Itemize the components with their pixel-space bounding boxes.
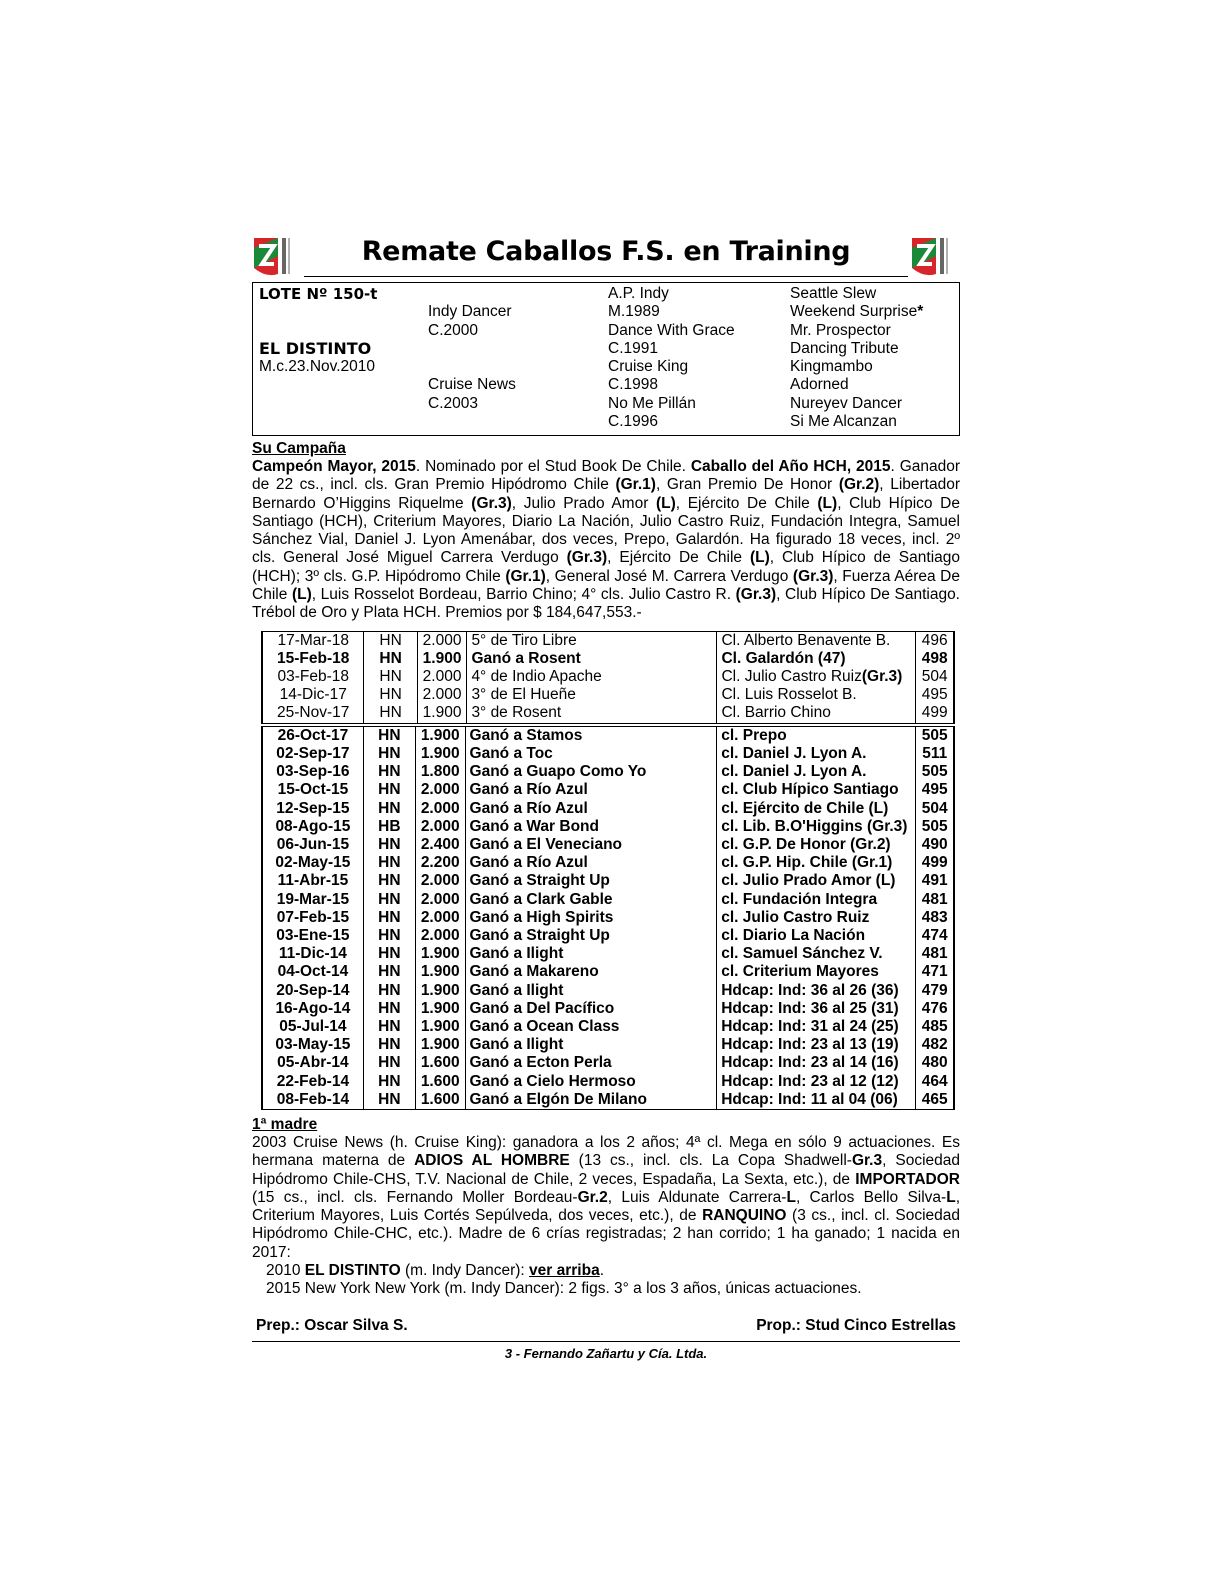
race-name-cell: cl. Samuel Sánchez V.: [717, 945, 916, 963]
table-row: [263, 1018, 954, 1036]
table-row: [263, 1073, 954, 1091]
race-date-cell: 26-Oct-17: [263, 727, 364, 745]
race-weight-cell: 490: [916, 836, 954, 854]
race-name-cell: Cl. Alberto Benavente B.: [717, 632, 916, 650]
race-distance-cell: 1.900: [415, 1036, 465, 1054]
wins-table: [262, 727, 954, 1109]
race-result-cell: Ganó a Elgón De Milano: [465, 1091, 717, 1109]
race-date-cell: 05-Abr-14: [263, 1054, 364, 1072]
race-weight-cell: 476: [916, 1000, 954, 1018]
great-grandparent-entry: Si Me Alcanzan: [790, 413, 897, 431]
race-date-cell: 11-Dic-14: [263, 945, 364, 963]
table-row: [263, 854, 954, 872]
race-name-cell: cl. G.P. De Honor (Gr.2): [717, 836, 916, 854]
table-row: [263, 1000, 954, 1018]
race-track-cell: HN: [363, 1018, 415, 1036]
race-distance-cell: 1.900: [415, 963, 465, 981]
race-date-cell: 15-Oct-15: [263, 781, 364, 799]
race-weight-cell: 479: [916, 982, 954, 1000]
race-track-cell: HN: [363, 1073, 415, 1091]
page-footer: 3 - Fernando Zañartu y Cía. Ltda.: [504, 1345, 708, 1361]
race-distance-cell: 2.000: [417, 686, 467, 704]
race-result-cell: Ganó a Stamos: [465, 727, 717, 745]
race-name-cell: Cl. Barrio Chino: [717, 704, 916, 722]
page-title: Remate Caballos F.S. en Training: [361, 236, 851, 267]
race-result-cell: 5° de Tiro Libre: [467, 632, 717, 650]
race-result-cell: 3° de Rosent: [467, 704, 717, 722]
race-name-cell: cl. Ejército de Chile (L): [717, 800, 916, 818]
race-date-cell: 03-May-15: [263, 1036, 364, 1054]
race-name-cell: cl. Lib. B.O'Higgins (Gr.3): [717, 818, 916, 836]
race-date-cell: 03-Ene-15: [263, 927, 364, 945]
race-weight-cell: 485: [916, 1018, 954, 1036]
race-distance-cell: 1.900: [415, 1000, 465, 1018]
race-date-cell: 11-Abr-15: [263, 872, 364, 890]
race-track-cell: HN: [363, 781, 415, 799]
race-result-cell: Ganó a Ocean Class: [465, 1018, 717, 1036]
race-track-cell: HN: [363, 745, 415, 763]
pedigree-box: [252, 282, 960, 436]
race-name-cell: cl. Daniel J. Lyon A.: [717, 763, 916, 781]
race-result-cell: Ganó a Ilight: [465, 945, 717, 963]
horse-column: [259, 285, 377, 376]
race-name-cell: cl. Fundación Integra: [717, 891, 916, 909]
race-result-cell: Ganó a Rosent: [467, 650, 717, 668]
grandparent-entry: Dance With Grace: [608, 321, 735, 339]
race-distance-cell: 2.400: [415, 836, 465, 854]
race-distance-cell: 1.900: [415, 1018, 465, 1036]
great-grandparent-entry: Kingmambo: [790, 358, 873, 376]
race-date-cell: 07-Feb-15: [263, 909, 364, 927]
race-date-cell: 17-Mar-18: [263, 632, 364, 650]
great-grandparent-entry: Weekend Surprise*: [790, 303, 924, 321]
great-grandparent-entry: Seattle Slew: [790, 285, 877, 302]
owner-label: Prop.: Stud Cinco Estrellas: [756, 1316, 956, 1334]
race-track-cell: HB: [363, 818, 415, 836]
race-distance-cell: 1.900: [417, 704, 467, 722]
race-name-cell: cl. Diario La Nación: [717, 927, 916, 945]
table-row: [263, 704, 954, 722]
race-distance-cell: 1.600: [415, 1091, 465, 1109]
table-row: [263, 945, 954, 963]
race-result-cell: Ganó a Del Pacífico: [465, 1000, 717, 1018]
great-grandparents-column: [790, 285, 923, 431]
table-row: [263, 800, 954, 818]
race-weight-cell: 483: [916, 909, 954, 927]
race-weight-cell: 498: [916, 650, 954, 668]
race-result-cell: Ganó a Makareno: [465, 963, 717, 981]
race-result-cell: Ganó a Río Azul: [465, 854, 717, 872]
race-weight-cell: 491: [916, 872, 954, 890]
race-result-cell: 3° de El Hueñe: [467, 686, 717, 704]
race-distance-cell: 2.000: [415, 818, 465, 836]
race-weight-cell: 471: [916, 963, 954, 981]
offspring-item: 2015 New York New York (m. Indy Dancer): 2 figs. 3° a los 3 años, únicas actuaciones.: [266, 1280, 862, 1298]
table-row: [263, 781, 954, 799]
race-date-cell: 03-Feb-18: [263, 668, 364, 686]
race-weight-cell: 504: [916, 668, 954, 686]
race-weight-cell: 480: [916, 1054, 954, 1072]
grandparent-entry: C.1991: [608, 339, 658, 357]
race-track-cell: HN: [363, 1054, 415, 1072]
race-date-cell: 03-Sep-16: [263, 763, 364, 781]
race-date-cell: 19-Mar-15: [263, 891, 364, 909]
dam-name: Cruise News: [428, 376, 516, 394]
race-track-cell: HN: [364, 650, 417, 668]
race-name-cell: cl. Club Hípico Santiago: [717, 781, 916, 799]
race-date-cell: 20-Sep-14: [263, 982, 364, 1000]
race-result-cell: Ganó a Straight Up: [465, 927, 717, 945]
race-track-cell: HN: [363, 872, 415, 890]
great-grandparent-entry: Dancing Tribute: [790, 339, 899, 357]
race-track-cell: HN: [363, 854, 415, 872]
race-name-cell: Cl. Julio Castro Ruiz(Gr.3): [717, 668, 916, 686]
race-distance-cell: 2.000: [417, 632, 467, 650]
grandparents-column: [608, 285, 735, 431]
race-date-cell: 22-Feb-14: [263, 1073, 364, 1091]
race-result-cell: Ganó a El Veneciano: [465, 836, 717, 854]
table-row: [263, 872, 954, 890]
race-weight-cell: 499: [916, 854, 954, 872]
grandparent-entry: Cruise King: [608, 358, 689, 376]
race-weight-cell: 481: [916, 891, 954, 909]
race-weight-cell: 482: [916, 1036, 954, 1054]
table-row: [263, 836, 954, 854]
race-result-cell: Ganó a Straight Up: [465, 872, 717, 890]
race-weight-cell: 464: [916, 1073, 954, 1091]
table-row: [263, 909, 954, 927]
race-result-cell: Ganó a Cielo Hermoso: [465, 1073, 717, 1091]
race-date-cell: 08-Ago-15: [263, 818, 364, 836]
race-name-cell: Hdcap: Ind: 36 al 25 (31): [717, 1000, 916, 1018]
race-name-cell: cl. Criterium Mayores: [717, 963, 916, 981]
race-track-cell: HN: [363, 1091, 415, 1109]
race-track-cell: HN: [364, 632, 417, 650]
race-date-cell: 12-Sep-15: [263, 800, 364, 818]
race-track-cell: HN: [363, 927, 415, 945]
race-track-cell: HN: [363, 963, 415, 981]
race-track-cell: HN: [363, 800, 415, 818]
auction-house-logo-icon-right: [910, 234, 960, 278]
race-date-cell: 25-Nov-17: [263, 704, 364, 722]
race-date-cell: 14-Dic-17: [263, 686, 364, 704]
recent-races-box: [261, 631, 955, 724]
race-result-cell: Ganó a High Spirits: [465, 909, 717, 927]
table-row: [263, 963, 954, 981]
race-track-cell: HN: [363, 763, 415, 781]
race-distance-cell: 2.000: [415, 800, 465, 818]
race-weight-cell: 505: [916, 763, 954, 781]
horse-name: EL DISTINTO: [259, 338, 372, 358]
race-distance-cell: 1.600: [415, 1073, 465, 1091]
race-distance-cell: 1.800: [415, 763, 465, 781]
race-date-cell: 15-Feb-18: [263, 650, 364, 668]
race-track-cell: HN: [363, 1000, 415, 1018]
race-distance-cell: 2.000: [415, 927, 465, 945]
race-weight-cell: 495: [916, 686, 954, 704]
campaign-paragraph: Campeón Mayor, 2015. Nominado por el Stud Book De Chile. Caballo del Año HCH, 2015. Ganador de 22 cs., incl. cls. Gran Premio Hipódromo Chile (Gr.1), Gran Premio De Honor (Gr.2), Libertador Bernardo O’Higgins Riquelme (Gr.3), Julio Prado Amor (L), Ejército De Chile (L), Club Hípico De Santiago (HCH), Criterium Mayores, Diario La Nación, Julio Castro Ruiz, Fundación Integra, Samuel Sánchez Vial, Daniel J. Lyon Amenábar, dos veces, Prepo, Galardón. Ha figurado 18 veces, incl. 2º cls. General José Miguel Carrera Verdugo (Gr.3), Ejército De Chile (L), Club Hípico de Santiago (HCH); 3º cls. G.P. Hipódromo Chile (Gr.1), General José M. Carrera Verdugo (Gr.3), Fuerza Aérea De Chile (L), Luis Rosselot Bordeau, Barrio Chino; 4° cls. Julio Castro R. (Gr.3), Club Hípico De Santiago. Trébol de Oro y Plata HCH. Premios por $ 184,647,553.-: [252, 458, 961, 622]
table-row: [263, 686, 954, 704]
race-distance-cell: 2.000: [417, 668, 467, 686]
dam-info: C.2003: [428, 394, 478, 412]
race-name-cell: cl. Daniel J. Lyon A.: [717, 745, 916, 763]
race-weight-cell: 504: [916, 800, 954, 818]
table-row: [263, 763, 954, 781]
sire-name: Indy Dancer: [428, 303, 512, 321]
wins-box: [261, 726, 955, 1110]
race-name-cell: Hdcap: Ind: 36 al 26 (36): [717, 982, 916, 1000]
race-distance-cell: 2.200: [415, 854, 465, 872]
asterisk-mark: *: [917, 303, 924, 321]
race-distance-cell: 2.000: [415, 872, 465, 890]
recent-races-table: [262, 632, 954, 723]
race-result-cell: Ganó a Guapo Como Yo: [465, 763, 717, 781]
race-name-cell: Hdcap: Ind: 23 al 12 (12): [717, 1073, 916, 1091]
table-row: [263, 982, 954, 1000]
race-track-cell: HN: [364, 668, 417, 686]
trainer-label: Prep.: Oscar Silva S.: [256, 1316, 408, 1334]
race-weight-cell: 496: [916, 632, 954, 650]
lot-number: LOTE Nº 150-t: [259, 285, 378, 303]
race-date-cell: 05-Jul-14: [263, 1018, 364, 1036]
race-result-cell: 4° de Indio Apache: [467, 668, 717, 686]
race-distance-cell: 1.900: [415, 982, 465, 1000]
race-distance-cell: 2.000: [415, 781, 465, 799]
dam-paragraph: 2003 Cruise News (h. Cruise King): ganadora a los 2 años; 4ª cl. Mega en sólo 9 actuaciones. Es hermana materna de ADIOS AL HOMBRE (13 cs., incl. cls. La Copa Shadwell-Gr.3, Sociedad Hipódromo Chile-CHS, T.V. Nacional de Chile, 2 veces, Espadaña, La Sexta, etc.), de IMPORTADOR (15 cs., incl. cls. Fernando Moller Bordeau-Gr.2, Luis Aldunate Carrera-L, Carlos Bello Silva-L, Criterium Mayores, Luis Cortés Sepúlveda, dos veces, etc.), de RANQUINO (3 cs., incl. cl. Sociedad Hipódromo Chile-CHC, etc.). Madre de 6 crías registradas; 2 han corrido; 1 ha ganado; 1 nacida en 2017:: [252, 1133, 961, 1261]
race-track-cell: HN: [363, 836, 415, 854]
race-result-cell: Ganó a Clark Gable: [465, 891, 717, 909]
parents-column: [428, 285, 516, 413]
race-track-cell: HN: [364, 686, 417, 704]
document-page: [252, 232, 960, 1361]
race-track-cell: HN: [363, 727, 415, 745]
table-row: [263, 745, 954, 763]
race-distance-cell: 2.000: [415, 891, 465, 909]
race-distance-cell: 1.900: [415, 945, 465, 963]
table-row: [263, 632, 954, 650]
table-row: [263, 1091, 954, 1109]
race-date-cell: 06-Jun-15: [263, 836, 364, 854]
race-weight-cell: 481: [916, 945, 954, 963]
title-underline: [304, 276, 908, 277]
table-row: [263, 1036, 954, 1054]
race-distance-cell: 2.000: [415, 909, 465, 927]
race-track-cell: HN: [363, 1036, 415, 1054]
race-weight-cell: 505: [916, 727, 954, 745]
race-distance-cell: 1.900: [415, 727, 465, 745]
great-grandparent-entry: Mr. Prospector: [790, 321, 891, 339]
race-weight-cell: 465: [916, 1091, 954, 1109]
race-name-cell: cl. Prepo: [717, 727, 916, 745]
race-result-cell: Ganó a Río Azul: [465, 800, 717, 818]
race-name-cell: Hdcap: Ind: 23 al 14 (16): [717, 1054, 916, 1072]
table-row: [263, 727, 954, 745]
race-name-cell: cl. G.P. Hip. Chile (Gr.1): [717, 854, 916, 872]
race-name-cell: Cl. Luis Rosselot B.: [717, 686, 916, 704]
race-date-cell: 08-Feb-14: [263, 1091, 364, 1109]
race-date-cell: 16-Ago-14: [263, 1000, 364, 1018]
race-weight-cell: 511: [916, 745, 954, 763]
table-row: [263, 818, 954, 836]
race-result-cell: Ganó a Río Azul: [465, 781, 717, 799]
table-row: [263, 891, 954, 909]
table-row: [263, 650, 954, 668]
footer-rule: [252, 1341, 960, 1342]
race-date-cell: 02-Sep-17: [263, 745, 364, 763]
race-track-cell: HN: [363, 891, 415, 909]
dam-heading: 1ª madre: [252, 1115, 318, 1133]
race-distance-cell: 1.900: [415, 745, 465, 763]
race-track-cell: HN: [363, 945, 415, 963]
race-result-cell: Ganó a Ilight: [465, 982, 717, 1000]
sire-info: C.2000: [428, 321, 478, 339]
great-grandparent-entry: Nureyev Dancer: [790, 394, 902, 412]
grandparent-entry: A.P. Indy: [608, 285, 669, 302]
race-result-cell: Ganó a Ilight: [465, 1036, 717, 1054]
grandparent-entry: M.1989: [608, 303, 660, 321]
footer-credits: [252, 1317, 960, 1335]
table-row: [263, 668, 954, 686]
race-result-cell: Ganó a Toc: [465, 745, 717, 763]
campaign-heading: Su Campaña: [252, 440, 346, 457]
race-weight-cell: 495: [916, 781, 954, 799]
race-name-cell: Hdcap: Ind: 23 al 13 (19): [717, 1036, 916, 1054]
race-name-cell: cl. Julio Prado Amor (L): [717, 872, 916, 890]
see-above-link[interactable]: ver arriba: [529, 1262, 600, 1280]
race-date-cell: 04-Oct-14: [263, 963, 364, 981]
race-result-cell: Ganó a Ecton Perla: [465, 1054, 717, 1072]
race-track-cell: HN: [363, 982, 415, 1000]
race-weight-cell: 499: [916, 704, 954, 722]
race-track-cell: HN: [364, 704, 417, 722]
offspring-list: [252, 1262, 960, 1299]
grandparent-entry: No Me Pillán: [608, 394, 696, 412]
table-row: [263, 927, 954, 945]
horse-info: M.c.23.Nov.2010: [259, 358, 376, 376]
race-weight-cell: 474: [916, 927, 954, 945]
grandparent-entry: C.1996: [608, 413, 658, 431]
race-weight-cell: 505: [916, 818, 954, 836]
race-date-cell: 02-May-15: [263, 854, 364, 872]
offspring-item: 2010 EL DISTINTO (m. Indy Dancer): ver arriba.: [266, 1262, 605, 1280]
race-name-cell: Cl. Galardón (47): [717, 650, 916, 668]
race-name-cell: Hdcap: Ind: 31 al 24 (25): [717, 1018, 916, 1036]
race-name-cell: Hdcap: Ind: 11 al 04 (06): [717, 1091, 916, 1109]
race-name-cell: cl. Julio Castro Ruiz: [717, 909, 916, 927]
great-grandparent-entry: Adorned: [790, 376, 849, 394]
page-header: [252, 232, 960, 280]
race-track-cell: HN: [363, 909, 415, 927]
race-distance-cell: 1.900: [417, 650, 467, 668]
race-result-cell: Ganó a War Bond: [465, 818, 717, 836]
race-distance-cell: 1.600: [415, 1054, 465, 1072]
table-row: [263, 1054, 954, 1072]
grandparent-entry: C.1998: [608, 376, 658, 394]
